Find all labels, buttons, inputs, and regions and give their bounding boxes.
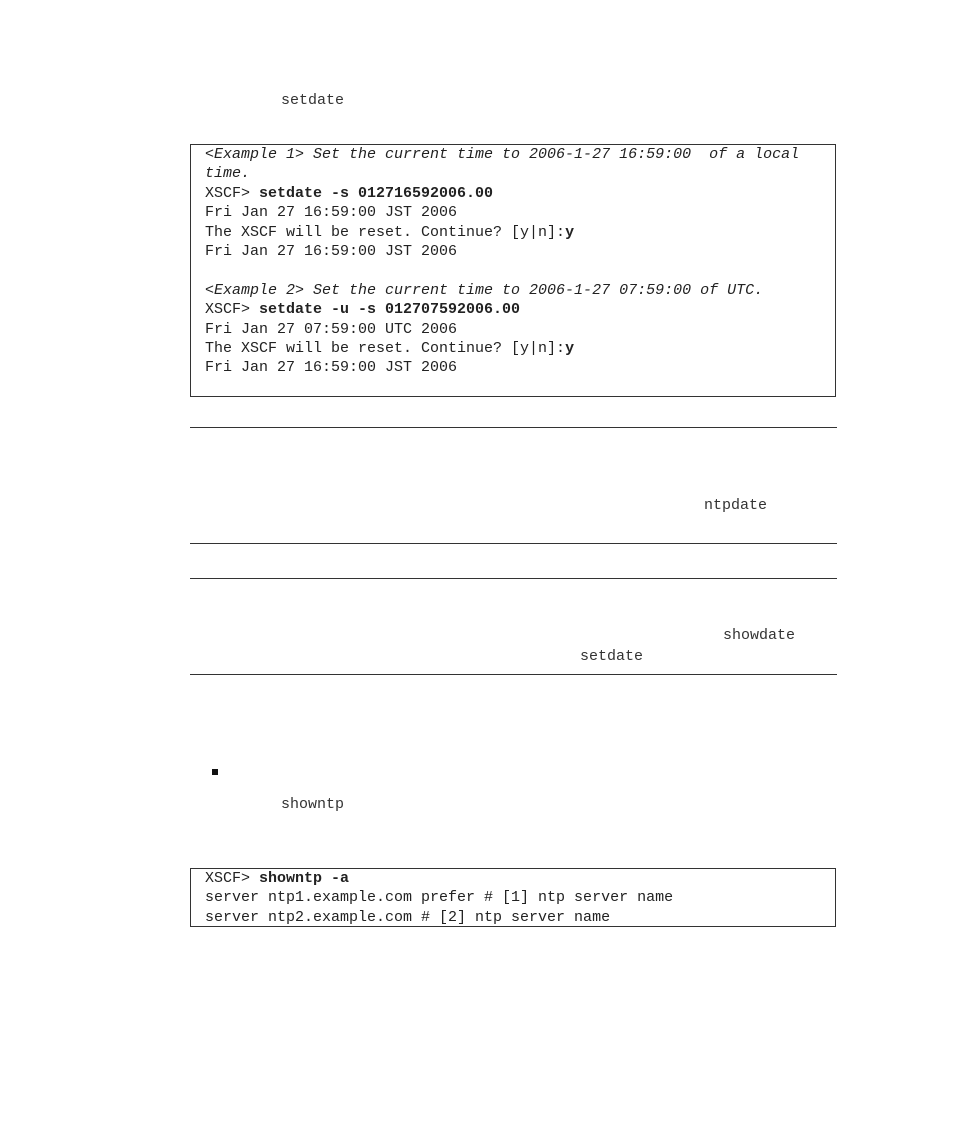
- setdate-example-box: [190, 144, 836, 397]
- showntp-output2: server ntp2.example.com # [2] ntp server name: [205, 908, 611, 926]
- showntp-example-box: [190, 868, 836, 927]
- example1-command-line: [205, 184, 821, 203]
- confirm-text: The XSCF will be reset. Continue? [y|n]:: [205, 223, 566, 241]
- example2-header: <Example 2> Set the current time to 2006-1-27 07:59:00 of UTC.: [205, 281, 764, 299]
- example2-command-line: [205, 300, 821, 319]
- example1-output2: Fri Jan 27 16:59:00 JST 2006: [205, 242, 458, 260]
- prompt: XSCF>: [205, 184, 260, 202]
- example1-output: Fri Jan 27 16:59:00 JST 2006: [205, 204, 458, 222]
- example2-output: Fri Jan 27 07:59:00 UTC 2006: [205, 320, 458, 338]
- blank-line: [205, 261, 821, 280]
- showntp-output1: server ntp1.example.com prefer # [1] ntp server name: [205, 889, 674, 907]
- bullet-icon: [212, 769, 218, 775]
- note2-showdate-term: showdate: [723, 627, 796, 644]
- confirm-answer: y: [565, 339, 575, 357]
- note2-setdate-term: setdate: [580, 648, 644, 665]
- confirm-answer: y: [565, 223, 575, 241]
- showntp-command-line: [205, 869, 821, 888]
- example1-confirm-line: [205, 223, 821, 242]
- note1-top-rule: [190, 427, 837, 428]
- prompt: XSCF>: [205, 301, 260, 319]
- example1-header: <Example 1> Set the current time to 2006-1-27 16:59:00 of a local: [205, 146, 800, 163]
- prompt: XSCF>: [205, 870, 260, 887]
- example2-command: setdate -u -s 012707592006.00: [259, 301, 521, 319]
- showntp-command-label: showntp: [281, 796, 345, 813]
- example1-command: setdate -s 012716592006.00: [259, 184, 494, 202]
- note1-bottom-rule: [190, 543, 837, 544]
- showntp-command: showntp -a: [259, 870, 350, 887]
- example1-header-cont: time.: [205, 165, 251, 183]
- setdate-command-label: setdate: [281, 92, 345, 109]
- note2-bottom-rule: [190, 674, 837, 675]
- example2-output2: Fri Jan 27 16:59:00 JST 2006: [205, 359, 458, 377]
- confirm-text: The XSCF will be reset. Continue? [y|n]:: [205, 339, 566, 357]
- example2-confirm-line: [205, 339, 821, 358]
- note1-ntpdate-term: ntpdate: [704, 497, 768, 514]
- note2-top-rule: [190, 578, 837, 579]
